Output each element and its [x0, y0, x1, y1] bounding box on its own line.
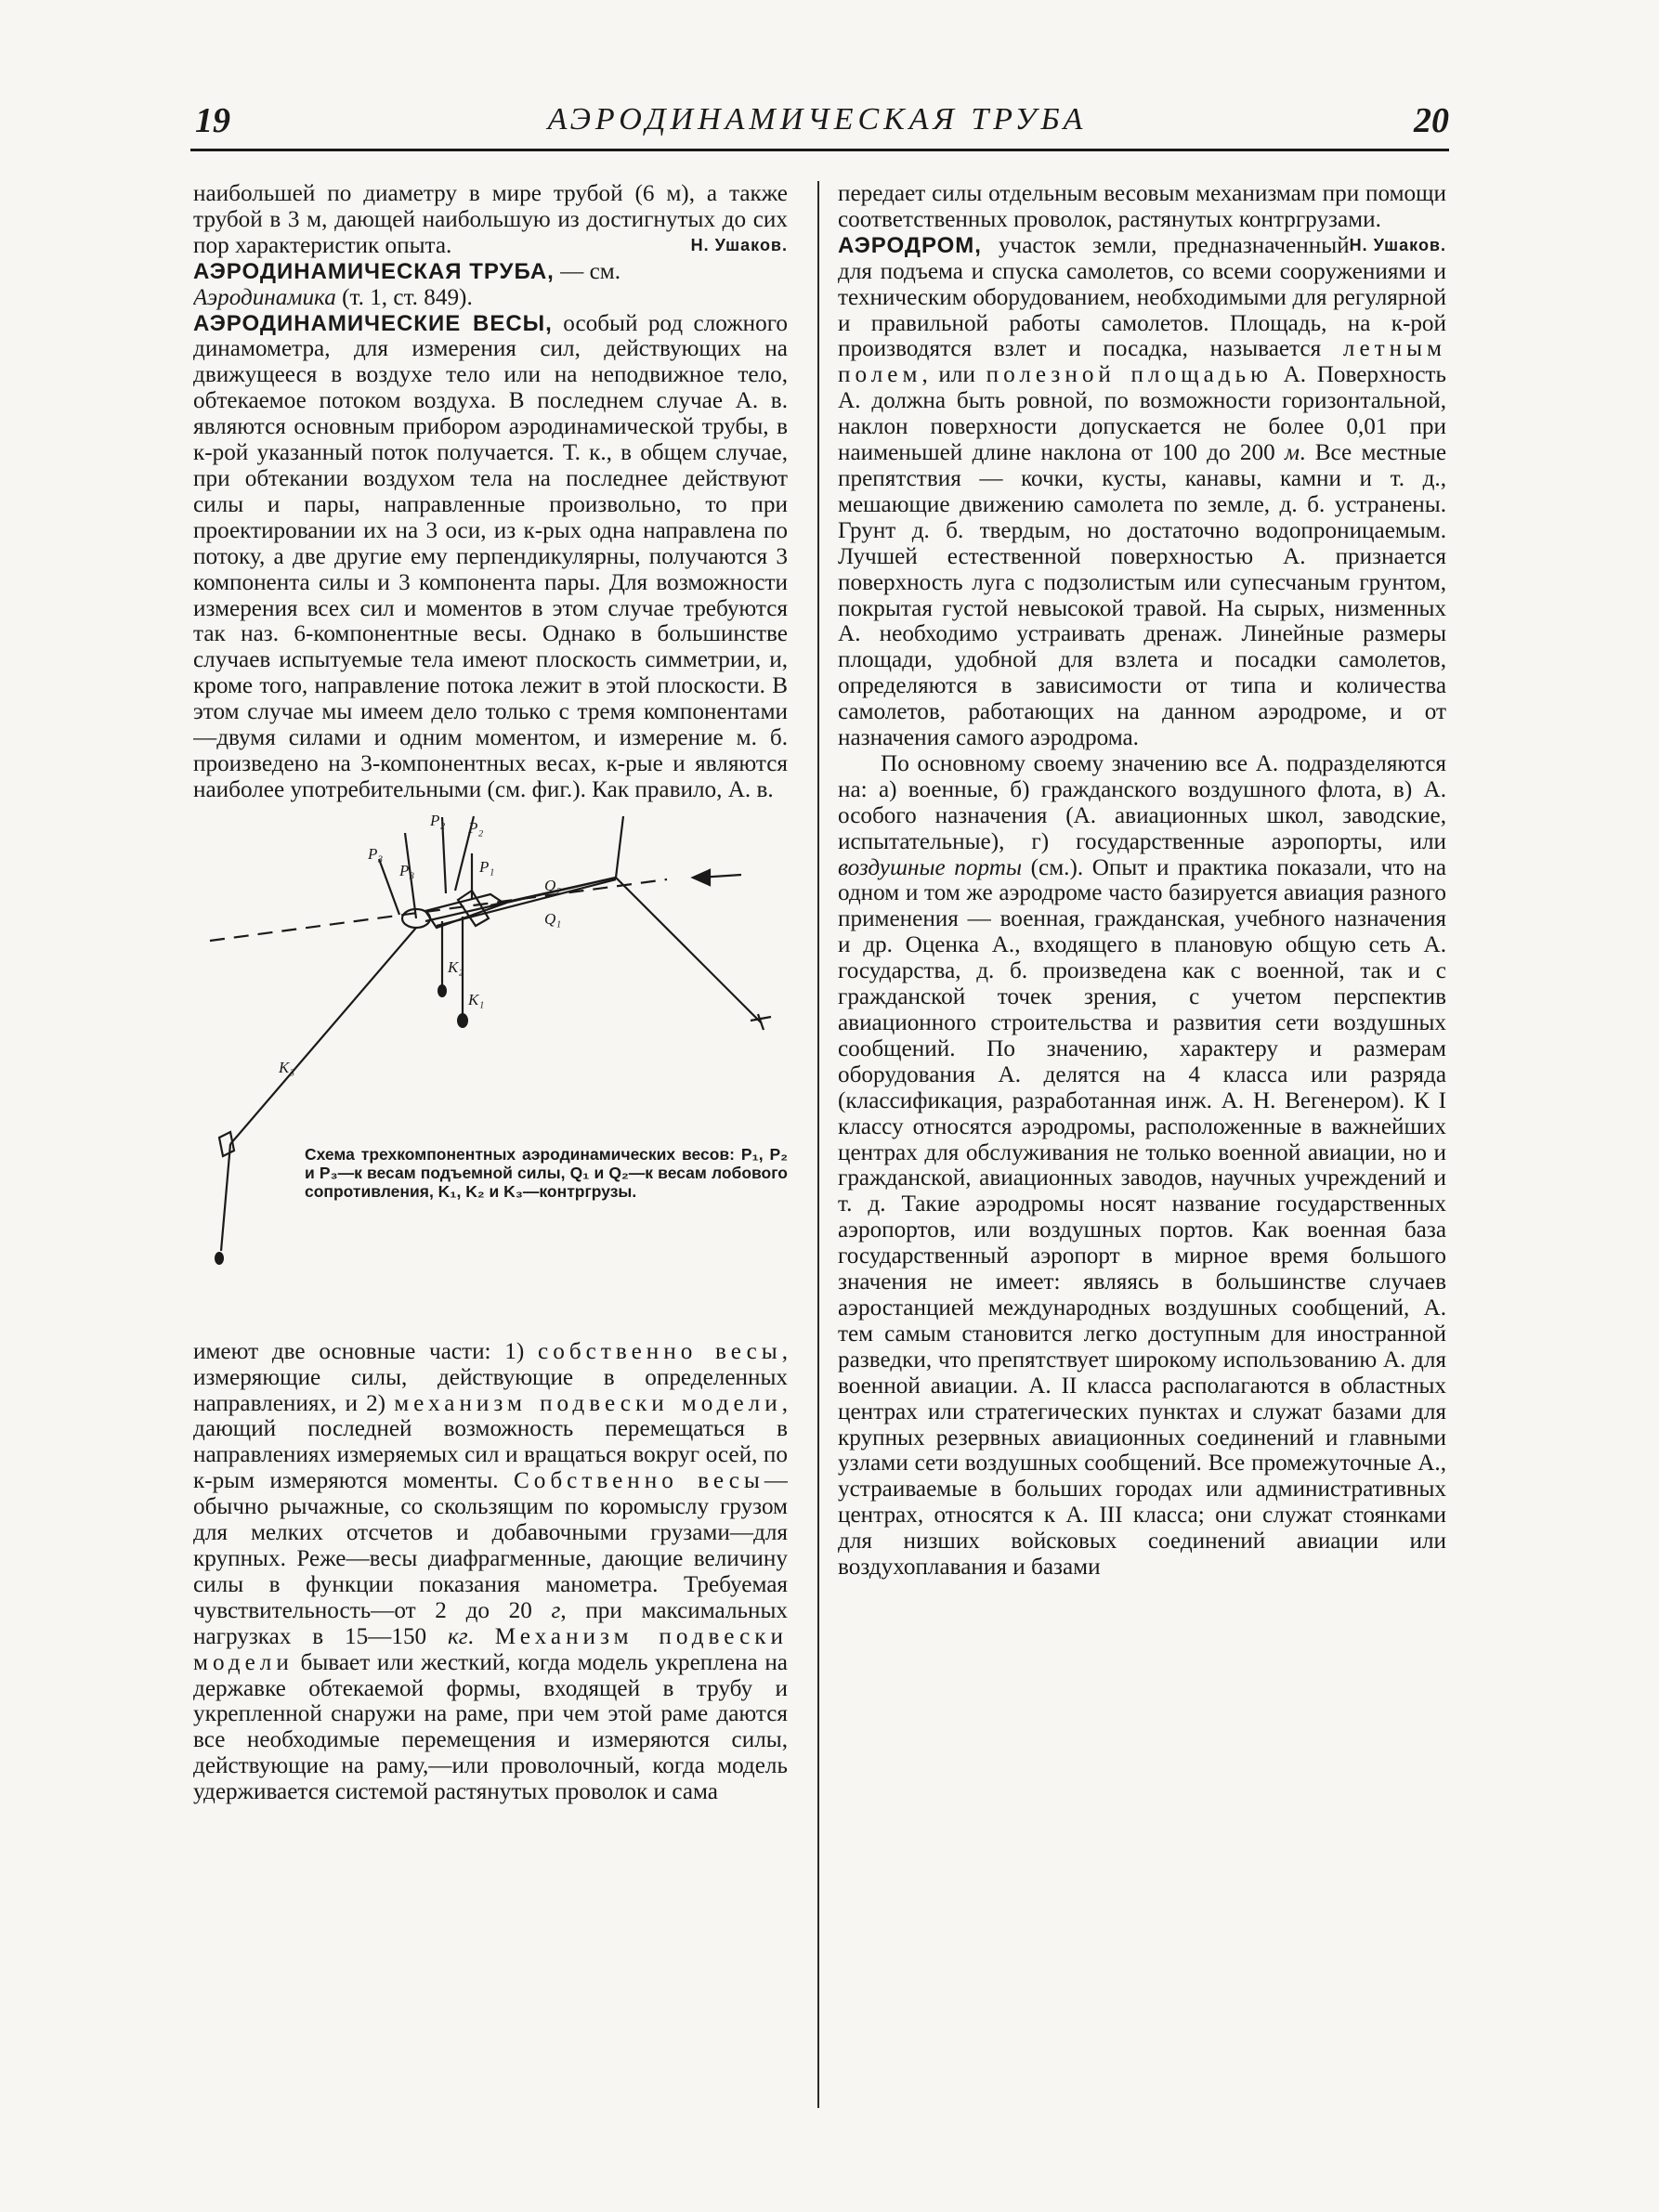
text: , или [921, 362, 986, 388]
text: имеют две основные части: 1) [193, 1338, 539, 1364]
spaced-term: Механизм подвески модели [193, 1623, 788, 1675]
left-column [193, 181, 788, 2113]
label-q1: Q₁ [544, 909, 562, 928]
label-k2: K₂ [448, 957, 464, 976]
wire-p1 [379, 859, 399, 915]
entry-text: — см. [554, 258, 621, 284]
entry-text: (т. 1, ст. 849). [335, 284, 473, 310]
spaced-term: механизм подвески модели [394, 1390, 782, 1416]
text: (см.). Опыт и практика показали, что на одном и том же аэродроме часто базируется авиация разного применения — военная, гражданская, учебного назначения и др. Оценка А., входящего в плановую общую сеть А. государства, д. б. произведена как с военной, так и с гражданской точек зрения, с учетом перспектив авиационного строительства и развития сети воздушных сообщений. По значению, характеру и размерам оборудования А. делятся на 4 класса или разряда (классификация, разработанная инж. А. Н. Вегенером). К I классу относятся аэродромы, расположенные в важнейших центрах для обслуживания не только военной авиации, но и гражданской, авиационных заводов, научных учреждений и т. д. Такие аэродромы носят название государственных аэропортов, или воздушных портов. Как военная база государственный аэропорт в мирное время большого значения не имеет: являясь в большинстве случаев аэростанцией международных воздушных сообщений, А. тем самым становится легко доступным для иностранной разведки, что препятствует широкому использованию А. для военной авиации. А. II класса располагаются в областных центрах или стратегических пунктах и служат базами для крупных резервных авиационных соединений и главными узлами сети воздушных сообщений. Все промежуточные А., устраиваемые в больших городах или административных центрах, относятся к А. III класса; они служат стоянками для низших войсковых соединений авиации или воздухоплавания и базами [838, 854, 1446, 1581]
cross-reference-link[interactable]: воздушные порты [838, 854, 1023, 880]
wire-k3 [230, 928, 416, 1144]
label-k1: K₁ [468, 990, 485, 1008]
text: , измеряющие силы, действующие в определенных направлениях, и 2) [193, 1338, 788, 1416]
entry-aerodrome [838, 233, 1446, 751]
entry-text: особый род сложного динамометра, для измерения сил, действующих на движущееся в воздухе тело или на неподвижное тело, обтекаемое потоком воздуха. В последнем случае А. в. являются основным прибором аэродинамической трубы, в к-рой указанный поток получается. Т. к., в общем случае, при обтекании воздухом тела на последнее действуют силы и пары, направленные произвольно, то при проектировании их на 3 оси, из к-рых одна направлена по потоку, а две другие ему перпендикулярны, получаются 3 компонента силы и 3 компонента пары. Для возможности измерения всех сил и моментов в этом случае требуются так наз. 6-компонентные весы. Однако в большинстве случаев испытуемые тела имеют плоскость симметрии, и, кроме того, направление потока лежит в этой плоскости. В этом случае мы имеем дело только с тремя компонентами—двумя силами и одним моментом, и измерение м. б. произведено на 3-компонентных весах, к-рые и являются наиболее употребительными (см. фиг.). Как правило, А. в. [193, 310, 788, 802]
balance-diagram [193, 814, 788, 1330]
label-p1b: P₁ [479, 857, 495, 876]
author-signature: Н. Ушаков. [690, 235, 788, 254]
label-p2b: P₂ [468, 818, 484, 837]
entry-heading: АЭРОДИНАМИЧЕСКАЯ ТРУБА, [193, 258, 555, 284]
entry-aerodynamic-tube [193, 259, 788, 311]
continued-paragraph [193, 181, 788, 259]
label-q2: Q₂ [544, 876, 562, 894]
text: , при максимальных нагрузках в 15—150 [193, 1597, 788, 1649]
wire-k3-down [221, 1144, 230, 1251]
page-header [186, 100, 1449, 147]
unit: кг [447, 1623, 468, 1649]
pulley [219, 1132, 234, 1156]
text: . [467, 1623, 495, 1649]
page-number-right: 20 [1414, 101, 1449, 140]
figure-caption: Схема трехкомпонентных аэродинамических весов: P₁, P₂ и P₃—к весам подъемной силы, Q₁ и Q₂—к весам лобового сопротивления, K₁, K₂ и K₃—контргрузы. [305, 1144, 788, 1201]
label-p3: P₃ [399, 861, 415, 879]
text: . Все местные препятствия — кочки, кусты, канавы, камни и т. д., мешающие движению самолета по земле, д. б. устранены. Грунт д. б. твердым, но достаточно водопроницаемым. Лучшей естественной поверхностью А. признается поверхность луга с подзолистым или супесчаным грунтом, покрытая густой невысокой травой. На сырых, низменных А. необходимо устраивать дренаж. Линейные размеры площади, удобной для взлета и посадки самолетов, определяются в зависимости от типа и количества самолетов, работающих на данном аэродроме, и от назначения самого аэродрома. [838, 440, 1446, 751]
spaced-term: Собственно весы [513, 1468, 764, 1494]
paragraph-text: наибольшей по диаметру в мире трубой (6 м), а также трубой в 3 м, дающей наибольшую из достигнутых до сих пор характеристик опыта. [193, 181, 788, 258]
frame-wire [616, 878, 762, 1023]
frame-wire [616, 816, 623, 878]
flow-axis-line [210, 876, 667, 941]
spaced-term: летным полем [838, 336, 1446, 388]
paragraph-classification [838, 751, 1446, 1581]
label-k3: K₃ [279, 1058, 295, 1076]
paragraph-text: передает силы отдельным весовым механизмам при помощи соответственных проволок, растянутых контргрузами. [838, 181, 1446, 232]
text: —обычно рычажные, со скользящим по коромыслу грузом для мелких отсчетов и добавочными грузами—для крупных. Реже—весы диафрагменные, дающие величину силы в функции показания манометра. Требуемая чувствительность—от 2 до 20 [193, 1468, 788, 1623]
balance-diagram-figure [193, 814, 788, 1330]
right-column [838, 181, 1446, 2113]
author-signature: Н. Ушаков. [1349, 235, 1446, 254]
page-number-left: 19 [195, 101, 230, 140]
text: участок земли, предназначенный для подъема и спуска самолетов, со всеми сооружениями и техническим оборудованием, необходимыми для регулярной и правильной работы самолетов. Площадь, на к-рой производятся взлет и посадка, называется [838, 232, 1446, 362]
entry-aerodynamic-balance [193, 311, 788, 803]
entry-heading: АЭРОДРОМ, [838, 232, 982, 258]
unit: м [1285, 440, 1300, 466]
running-title: АЭРОДИНАМИЧЕСКАЯ ТРУБА [547, 102, 1088, 137]
text: бывает или жесткий, когда модель укреплена на державке обтекаемой формы, входящей в трубу и укрепленной снаружи на раме, при чем этой раме даются все необходимые перемещения и измеряются силы, действующие на раму,—или проволочный, когда модель удерживается системой растянутых проволок и сама [193, 1649, 788, 1805]
spaced-term: полезной площадью [986, 362, 1273, 388]
text: А. Поверхность А. должна быть ровной, по возможности горизонтальной, наклон поверхности допускается не более 0,01 при наименьшей длине наклона от 100 до 200 [838, 362, 1446, 466]
text: , дающий последней возможность перемещаться в направлениях измеряемых сил и вращаться вокруг осей, по к-рым измеряются моменты. [193, 1390, 788, 1494]
column-divider [817, 181, 819, 2108]
header-rule [190, 149, 1449, 151]
unit: г [551, 1597, 561, 1623]
label-p1: P₃ [368, 844, 384, 863]
entry-heading: АЭРОДИНАМИЧЕСКИЕ ВЕСЫ, [193, 310, 553, 336]
counterweight-k2 [438, 984, 447, 997]
flow-arrow-head [693, 870, 710, 885]
label-p2: P₂ [430, 813, 446, 829]
counterweight-k1 [457, 1013, 468, 1028]
frame-wire [758, 1014, 764, 1030]
spaced-term: собственно весы [538, 1338, 782, 1364]
counterweight-k3 [215, 1252, 224, 1265]
text: По основному своему значению все А. подразделяются на: а) военные, б) гражданского воздушного флота, в) А. особого назначения (А. авиационных школ, заводские, испытательные), г) государственные аэропорты, или [838, 750, 1446, 854]
cross-reference-link[interactable]: Аэродинамика [193, 284, 336, 310]
paragraph-balance-parts [193, 1339, 788, 1805]
